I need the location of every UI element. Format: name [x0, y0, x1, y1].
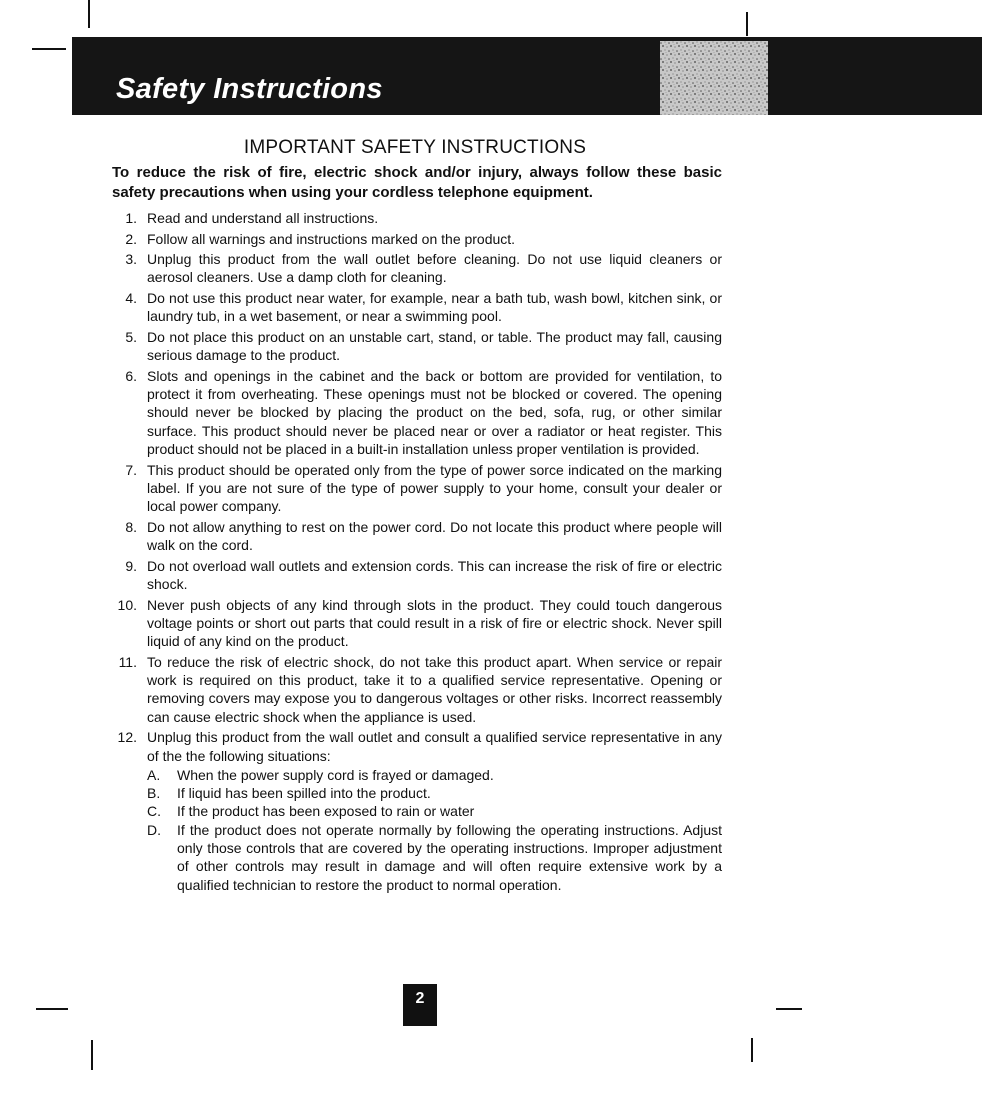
- item-number: 9.: [125, 557, 137, 574]
- item-text: Unplug this product from the wall outlet before cleaning. Do not use liquid cleaners or aerosol cleaners. Use a damp cloth for cleaning.: [147, 251, 722, 286]
- section-heading: IMPORTANT SAFETY INSTRUCTIONS: [243, 137, 587, 158]
- crop-mark: [36, 1008, 68, 1010]
- crop-mark: [751, 1038, 753, 1062]
- sub-item-letter: C.: [147, 803, 161, 820]
- sub-list-item: [147, 766, 722, 784]
- item-text: Do not overload wall outlets and extension cords. This can increase the risk of fire or electric shock.: [147, 557, 722, 593]
- sub-list-item: [147, 821, 722, 894]
- crop-mark: [776, 1008, 802, 1010]
- decorative-texture-icon: [660, 41, 768, 115]
- list-item: [0, 367, 722, 458]
- list-item: [0, 230, 722, 248]
- list-item: [0, 557, 722, 594]
- list-item: [0, 461, 722, 516]
- sub-item-text: If the product has been exposed to rain or water: [177, 803, 475, 820]
- sub-list-item: [147, 784, 722, 802]
- sub-item-text: When the power supply cord is frayed or damaged.: [177, 766, 494, 783]
- item-text: Slots and openings in the cabinet and the back or bottom are provided for ventilation, to protect it from overheating. These openings must not be blocked or covered. The opening should never be blocked by placing the product on the bed, sofa, rug, or other similar surface. This product should never be placed near or over a radiator or heat register. This product should not be placed in a built-in installation unless proper ventilation is provided.: [147, 367, 722, 458]
- item-text: Unplug this product from the wall outlet and consult a qualified service representative in any of the the following situations:: [147, 729, 722, 764]
- item-number: 10.: [117, 596, 137, 613]
- sub-item-letter: A.: [147, 766, 161, 783]
- item-text: Follow all warnings and instructions marked on the product.: [147, 230, 516, 247]
- list-item: [0, 250, 722, 287]
- list-item: [0, 653, 722, 726]
- crop-mark: [746, 12, 748, 36]
- item-text: Read and understand all instructions.: [147, 210, 379, 226]
- list-item: [0, 209, 722, 227]
- item-number: 6.: [125, 367, 137, 384]
- item-number: 7.: [125, 461, 137, 478]
- sub-item-text: If liquid has been spilled into the product.: [177, 785, 431, 802]
- item-number: 1.: [125, 210, 137, 226]
- list-item: [0, 596, 722, 651]
- list-item: [0, 289, 722, 326]
- item-number: 4.: [125, 290, 137, 307]
- item-number: 5.: [125, 328, 137, 345]
- item-number: 11.: [118, 653, 137, 670]
- item-number: 3.: [125, 251, 137, 268]
- sub-item-letter: B.: [147, 785, 161, 802]
- list-item: [0, 518, 722, 555]
- sub-item-text: If the product does not operate normally by following the operating instructions. Adjust only those controls that are covered by the operating instructions. Improper adjustment of other controls may result in damage and will often require extensive work by a qualified technician to restore the product to normal operation.: [177, 821, 722, 893]
- item-text: Never push objects of any kind through slots in the product. They could touch dangerous voltage points or short out parts that could result in a risk of fire or electric shock. Never spill liquid of any kind on the product.: [147, 596, 722, 650]
- page-number: 2: [403, 984, 437, 1026]
- item-text: To reduce the risk of electric shock, do not take this product apart. When service or repair work is required on this product, take it to a qualified service representative. Opening or removing covers may expose you to dangerous voltages or other risks. Incorrect reassembly can cause electric shock when the appliance is used.: [147, 653, 722, 725]
- crop-mark: [91, 1040, 93, 1070]
- page-title: Safety Instructions: [116, 73, 383, 105]
- item-text: This product should be operated only from the type of power sorce indicated on the marking label. If you are not sure of the type of power supply to your home, consult your dealer or local power company.: [147, 461, 722, 515]
- crop-mark: [88, 0, 90, 28]
- item-text: Do not place this product on an unstable cart, stand, or table. The product may fall, causing serious damage to the product.: [147, 328, 722, 364]
- item-number: 8.: [125, 518, 137, 535]
- item-number: 12.: [117, 729, 137, 746]
- sub-list: [147, 766, 722, 894]
- sub-item-letter: D.: [147, 821, 161, 838]
- instruction-list: [0, 209, 990, 896]
- item-number: 2.: [125, 230, 137, 247]
- intro-paragraph: To reduce the risk of fire, electric shock and/or injury, always follow these basic safety precautions when using your cordless telephone equipment.: [112, 164, 722, 201]
- item-text: Do not allow anything to rest on the power cord. Do not locate this product where people will walk on the cord.: [147, 518, 722, 554]
- sub-list-item: [147, 802, 722, 820]
- crop-mark: [32, 48, 66, 50]
- item-text: Do not use this product near water, for example, near a bath tub, wash bowl, kitchen sink, or laundry tub, in a wet basement, or near a swimming pool.: [147, 290, 722, 325]
- list-item: [0, 728, 722, 894]
- list-item: [0, 328, 722, 365]
- header-bar: [72, 37, 982, 115]
